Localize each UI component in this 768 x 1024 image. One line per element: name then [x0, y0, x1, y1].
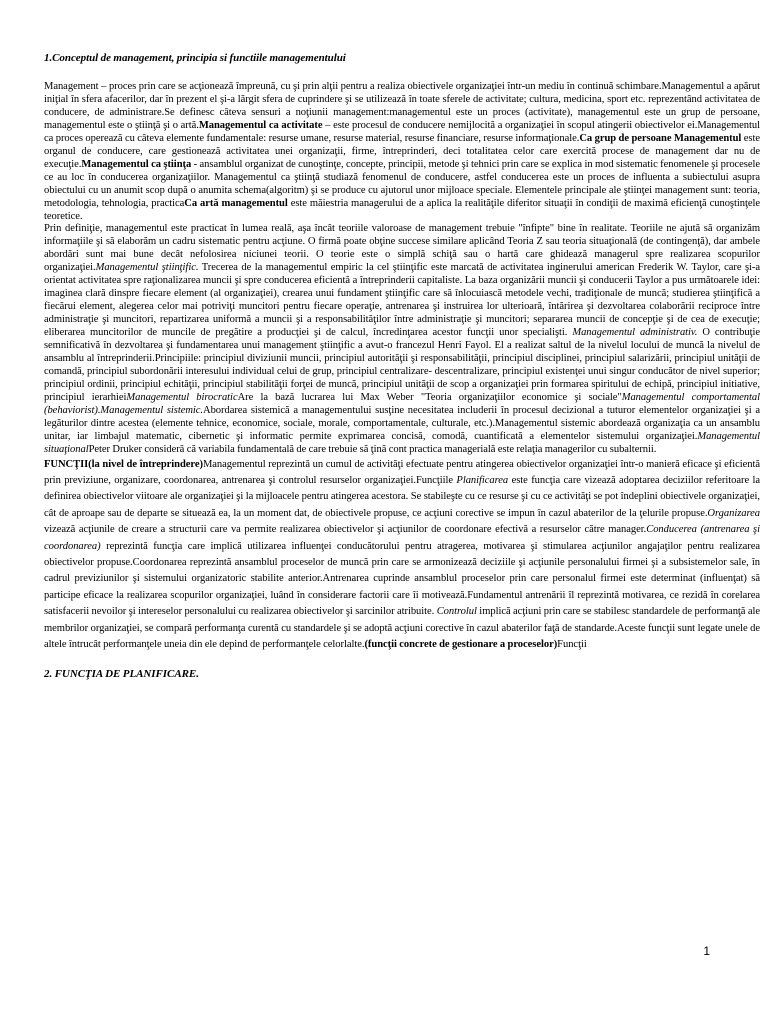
- section-heading-planificare: 2. FUNCŢIA DE PLANIFICARE.: [44, 667, 199, 680]
- text-run: Funcţii: [557, 639, 587, 651]
- text-run: implică acţiuni prin care se stabilesc standardele de performanţă ale membrilor organizaţiei, se compară performanţa curentă cu standardele şi se adoptă acţiuni corective în cazul abaterilor faţă de standarde.Aceste funcţii sunt legate unele de altele întrucât performanţele uneia din ele depind de performanţele celorlalte.: [44, 606, 761, 651]
- text-run: Managementul birocratic: [126, 391, 238, 403]
- document-heading: 1.Conceptul de management, principia si functiile managementului: [44, 52, 346, 64]
- text-run: Abordarea sistemică a managementului susţine necesitatea includerii în procesul decizional a tuturor elementelor organizaţiei şi a legăturilor dintre acestea (elemente tehnice, economice, sociale, morale, comportamentale, culturale, etc.).Managementul sistemic abordează organizaţia ca un ansamblu unitar, iar limbajul matematic, cibernetic şi informatic permite exprimarea concisă, comodă, cuantificată a elementelor sistemului organizaţiei.: [44, 404, 761, 442]
- text-run: FUNCŢII(la nivel de întreprindere): [44, 458, 203, 470]
- text-run: Managementul ca ştiinţa: [81, 158, 192, 170]
- text-run: – este procesul de conducere nemijlocită a organizaţiei în scopul atingerii obiectivelor ei.Managementul ca proces operează cu câteva elemente fundamentale: resurse umane, resurse material, resurse financiare, resurse informaţionale.: [44, 119, 760, 144]
- text-run: (funcţii concrete de gestionare a proceselor): [364, 639, 558, 651]
- text-run: Are la bază lucrarea lui Max Weber "Teoria organizaţiilor economice şi sociale": [237, 391, 622, 403]
- text-run: Managementul ca activitate: [198, 119, 323, 131]
- document-page: [44, 52, 760, 680]
- paragraph-management-definition: [44, 81, 760, 223]
- text-run: Ca artă managementul: [184, 197, 288, 209]
- paragraph-management-schools: [44, 223, 760, 456]
- text-run: vizează acţiunile de creare a structurii care va permite realizarea obiectivelor şi acţiunilor de coordonare efectivă a resurselor către manager.: [44, 524, 647, 536]
- text-run: Planificarea: [456, 475, 509, 487]
- text-run: Managementul administrativ.: [567, 327, 698, 339]
- paragraph-management-functions: [44, 457, 760, 654]
- text-run: reprezintă funcţia care implică utilizarea influenţei conducătorului pentru atragerea, motivarea şi stimularea acţiunilor angajaţilor pentru realizarea obiectivelor propuse.Coordonarea reprezintă ansamblul proceselor de muncă prin care se armonizează deciziile şi acţiunile personalului firmei şi a subsistemelor sale, în cadrul previziunilor şi sistemului organizatoric stabilite anterior.Antrenarea cuprinde ansamblul proceselor prin care personalul firmei este determinat (influenţat) să participe eficace la realizarea scopurilor organizaţiei, luând în considerare factorii care îi motivează.Fundamentul antrenării îl reprezintă motivarea, ce rezidă în corelarea satisfacerii nevoilor şi intereselor personalului cu realizarea obiectivelor şi sarcinilor atribuite.: [44, 540, 760, 618]
- page-number: 1: [703, 944, 710, 958]
- text-run: Controlul: [436, 606, 477, 618]
- text-run: Peter Druker consideră că variabila fundamentală de care trebuie să ţină cont practica managerială este relaţia managerilor cu subalternii.: [88, 443, 657, 455]
- text-run: Managementul reprezintă un cumul de activităţi efectuate pentru atingerea obiectivelor organizaţiei într-o manieră eficace şi eficientă prin previziune, organizare, coordonarea, antrenarea şi controlul resurselor organizaţiei.Funcţiile: [44, 458, 760, 487]
- text-run: Organizarea: [707, 507, 760, 519]
- text-run: este organul de conducere, care gestionează activitatea unei organizaţii, firme, întreprinderi, deci totalitatea celor care exercită procese de management dar nu de execuţie.: [44, 132, 760, 170]
- text-run: este măiestria managerului de a aplica la realităţile diferitor situaţii în condiţii de maximă eficienţă cunoştinţele teoretice.: [44, 197, 760, 222]
- text-run: Conducerea (antrenarea şi coordonarea): [44, 524, 760, 552]
- text-run: O contribuţie semnificativă în dezvoltarea şi fundamentarea unui management ştiinţific a avut-o francezul Henri Fayol. El a realizat saltul de la nivelul locului de muncă la nivelul de ansamblu al întreprinderii.Principiile: principiul diviziunii muncii, principiul autorităţii şi responsabilităţii, principiul disciplinei, principiul salarizării, principiul unităţii de comandă, principiul subordonării interesului individual celui de grup, principiul centralizare- descentralizare, principiul existenţei unui singur conducător de nivel superior; principiul ordinii, principiul echităţii, principiul stabilităţii forţei de muncă, principiul unităţii de scop a organizaţiei prin formarea spiritului de echipă, principiul initiative, principiul ierarhiei: [44, 327, 760, 403]
- text-run: Management – proces prin care se acţionează împreună, cu şi prin alţii pentru a realiza obiectivele organizaţiei într-un mediu în continuă schimbare.Managementul a apărut iniţial în sfera afacerilor, dar în prezent el şi-a lărgit sfera de cuprindere şi se utilizează în toate sferele de activitate; cultura, medicina, sport etc. reprezentând activitatea de conducere, de administrare.Se definesc câteva sensuri a noţiunii management:managementul este un proces (activitate), managementul este un grup de persoane, managementul este o ştiinţă şi o artă.: [44, 81, 760, 131]
- text-run: - ansamblul organizat de cunoştinţe, concepte, principii, metode şi tehnici prin care se explica in mod sistematic fenomenele şi procesele ce au loc în conducerea organizaţiilor. Managementul ca ştiinţă studiază fenomenul de conducere, astfel conducerea este un proces de influenta a subiectului asupra obiectului cu un anumit scop după o anumita schema(algoritm) şi se produce cu ajutorul unor mijloace speciale. Elementele principale ale ştiinţei management sunt: teoria, metodologia, tehnologia, practica: [44, 158, 760, 209]
- text-run: Managementul comportamental (behaviorist).Managementul sistemic.: [44, 391, 761, 416]
- text-run: Prin definiţie, managementul este practicat în lumea reală, aşa încât teoriile valoroase de management trebuie "înfipte" bine în realitate. Teoriile ne ajută să organizăm informaţiile şi să elaborăm un cadru sistematic pentru acţiune. O firmă poate obţine succese similare aplicând Teoria Z sau teoria situaţională (de contingenţă), dar ambele abordări sunt mai bune decât nefolosirea niciunei teorii. O teorie este o simplă schiţă sau o hartă care ghidează managerul spre realizarea scopurilor organizaţiei.: [44, 223, 760, 274]
- text-run: Managementul situaţional: [44, 430, 760, 455]
- text-run: este funcţia care vizează adoptarea deciziilor referitoare la definirea obiectivelor viitoare ale organizaţiei şi la mijloacele pentru atingerea acestora. Se stabileşte cu ce resurse şi cu ce activităţi se pot îndeplini obiectivele organizaţiei, cât de aproape sau de departe se situează ea, la un moment dat, de obiectivele propuse, ce acţiuni corective se impun în cazul abaterilor de la ţelurile propuse.: [44, 475, 761, 519]
- text-run: Trecerea de la managementul empiric la cel ştiinţific este marcată de activitatea inginerului american Frederik W. Taylor, care şi-a orientat activitatea spre raţionalizarea muncii şi spre conducerea eficientă a întreprinderii capitaliste. La baza organizării muncii şi conducerii Taylor a pus următoarele idei: imaginea clară dinspre fiecare element (al organizaţiei), crearea unui fundament ştiinţific care să înlocuiască metodele vechi, tradiţionale de muncă; studierea ştiinţifică a fiecărui element, alegerea celor mai potriviţi muncitori pentru fiecare operaţie, antrenarea şi instruirea lor ulterioară, întărirea şi dezvoltarea colaborării reciproce între administraţie şi muncitori, repartizarea uniformă a muncii şi a responsabilităţilor între administraţie şi muncitori; separarea muncii de concepţie şi de cea de execuţie; eliberarea muncitorilor de muncile de pregătire a producţiei şi de calcul, încredinţarea acestor funcţii unor specialişti.: [44, 262, 760, 339]
- text-run: Managementul ştiinţific.: [95, 262, 199, 274]
- text-run: Ca grup de persoane Managementul: [579, 132, 742, 144]
